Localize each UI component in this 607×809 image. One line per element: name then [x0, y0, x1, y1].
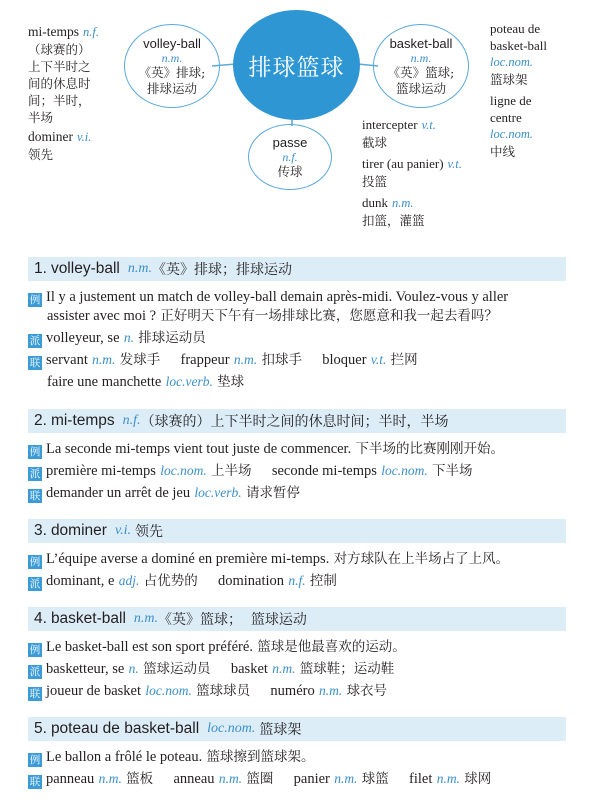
related-fr: servant: [46, 352, 88, 368]
related-line: [28, 769, 491, 789]
list-pos: v.t.: [447, 157, 462, 171]
bubble-cn: 篮球运动: [395, 80, 446, 96]
passe-bubble: [248, 124, 332, 190]
list-pos: v.t.: [421, 118, 436, 132]
section-heading: [28, 717, 566, 741]
note-pos: n.f.: [82, 25, 99, 39]
section-word: poteau de basket-ball: [50, 720, 200, 737]
derived-tag-icon: 派: [29, 666, 41, 678]
list-pos: n.m.: [391, 196, 414, 210]
far-cn: 中线: [490, 144, 516, 159]
derived-pos: n.m.: [272, 661, 296, 676]
example-tag-icon: 例: [29, 556, 41, 568]
note-line: 半场: [28, 110, 54, 125]
example-cn: 下半场的比赛刚刚开始。: [355, 441, 505, 457]
far-pos: loc.nom.: [490, 55, 534, 69]
list-word: dunk: [362, 195, 388, 210]
section-number: 1.: [34, 260, 47, 277]
note-line: 间的休息时: [28, 76, 91, 91]
derived-fr: seconde mi-temps: [271, 463, 377, 479]
bubble-word: passe: [272, 134, 308, 150]
bubble-word: basket-ball: [389, 35, 453, 51]
example-line: [28, 439, 504, 459]
related-fr: filet: [409, 771, 433, 787]
related-fr: panier: [293, 771, 330, 787]
derived-pos: adj.: [118, 573, 140, 588]
bubble-cn: 《英》排球;: [138, 64, 206, 80]
section-definition: 领先: [135, 524, 164, 540]
related-cn: 篮板: [126, 771, 154, 787]
example-cn: 正好明天下午有一场排球比赛，您愿意和我一起去看吗？: [160, 308, 498, 324]
related-cn: 扣球手: [261, 352, 302, 368]
example-cn: 篮球是他最喜欢的运动。: [257, 639, 406, 655]
derived-cn: 占优势的: [143, 573, 198, 589]
example-cn: 篮球擦到篮球架。: [206, 749, 315, 765]
related-tag-icon: 联: [29, 357, 41, 369]
note-cn: 领先: [28, 147, 54, 162]
example-tag-icon: 例: [29, 644, 41, 656]
derived-pos: n.f.: [288, 573, 306, 588]
list-cn: 扣篮，灌篮: [362, 213, 425, 228]
derived-tag-icon: 派: [29, 578, 41, 590]
basket-ball-bubble: [373, 24, 469, 108]
related-pos: n.m.: [92, 352, 116, 367]
related-fr: frappeur: [180, 352, 230, 368]
derived-fr: dominant, e: [46, 573, 115, 589]
example-fr: L’équipe averse a dominé en première mi-temps.: [46, 551, 330, 567]
list-word: tirer (au panier): [362, 156, 444, 171]
derived-cn: 篮球运动员: [143, 661, 211, 677]
example-line-cont: [47, 306, 498, 326]
related-tag-icon: 联: [29, 776, 41, 788]
bubble-cn: 排球运动: [146, 80, 197, 96]
derived-cn: 控制: [309, 573, 337, 589]
far-word: ligne de: [490, 93, 532, 108]
derived-fr: basket: [230, 661, 268, 677]
example-line: [28, 747, 315, 767]
note-pos: v.i.: [76, 130, 92, 144]
related-cn: 拦网: [390, 352, 418, 368]
far-word: poteau de: [490, 21, 541, 36]
far-cn: 篮球架: [490, 72, 528, 87]
section-pos: v.i.: [114, 523, 132, 538]
related-cn: 球网: [464, 771, 492, 787]
related-pos: n.m.: [319, 683, 343, 698]
section-definition: 《英》排球；排球运动: [151, 262, 292, 278]
bubble-pos: n.m.: [410, 50, 432, 65]
center-topic-bubble: [233, 10, 360, 120]
mind-far-right: [490, 20, 590, 160]
derived-pos: loc.nom.: [160, 463, 207, 478]
derived-fr: basketteur, se: [46, 661, 125, 677]
section-definition: 篮球架: [259, 722, 302, 738]
related-cn: 发球手: [119, 352, 161, 368]
related-line-cont: [47, 372, 244, 392]
related-cn: 请求暂停: [245, 485, 300, 501]
related-fr: panneau: [46, 771, 95, 787]
related-line: [28, 681, 387, 701]
derived-cn: 上半场: [211, 463, 252, 479]
related-fr: numéro: [270, 683, 315, 699]
section-number: 3.: [34, 522, 47, 539]
example-fr: Il y a justement un match de volley-ball demain après-midi. Voulez-vous y aller: [46, 289, 509, 305]
example-line: [28, 287, 508, 307]
example-fr: assister avec moi ?: [47, 308, 157, 324]
related-cn: 篮圈: [246, 771, 274, 787]
related-pos: loc.nom.: [145, 683, 192, 698]
section-pos: loc.nom.: [207, 721, 256, 736]
derived-tag-icon: 派: [29, 335, 41, 347]
far-pos: loc.nom.: [490, 127, 534, 141]
section-word: dominer: [50, 522, 107, 539]
section-pos: n.m.: [127, 261, 152, 276]
section-pos: n.m.: [133, 611, 159, 626]
example-line: [28, 637, 406, 657]
example-cn: 对方球队在上半场占了上风。: [333, 551, 510, 567]
section-word: basket-ball: [50, 610, 126, 627]
related-pos: n.m.: [233, 352, 258, 367]
related-tag-icon: 联: [29, 688, 41, 700]
bubble-word: volley-ball: [143, 35, 201, 51]
derived-line: [28, 328, 206, 348]
related-pos: n.m.: [218, 771, 243, 786]
example-line: [28, 549, 509, 569]
related-cn: 篮球球员: [196, 683, 251, 699]
section-number: 5.: [34, 720, 47, 737]
derived-line: [28, 659, 394, 679]
related-pos: n.m.: [98, 771, 122, 786]
example-tag-icon: 例: [29, 754, 41, 766]
mind-right-list: [362, 116, 492, 229]
far-word: centre: [490, 110, 522, 125]
list-cn: 截球: [362, 135, 388, 150]
bubble-pos: n.f.: [282, 149, 298, 164]
bubble-cn: 《英》篮球;: [387, 64, 455, 80]
example-fr: La seconde mi-temps vient tout juste de commencer.: [46, 441, 352, 457]
list-word: intercepter: [362, 117, 418, 132]
related-cn: 球篮: [361, 771, 389, 787]
derived-tag-icon: 派: [29, 468, 41, 480]
example-tag-icon: 例: [29, 446, 41, 458]
section-definition: 《英》篮球； 篮球运动: [158, 612, 307, 628]
related-pos: loc.verb.: [165, 374, 213, 389]
section-pos: n.f.: [122, 413, 141, 428]
section-word: volley-ball: [50, 260, 120, 277]
related-line: [28, 483, 300, 503]
derived-fr: domination: [218, 573, 285, 589]
derived-fr: première mi-temps: [46, 463, 156, 479]
note-word: mi-temps: [28, 24, 79, 39]
related-line: [28, 350, 418, 370]
derived-cn: 排球运动员: [138, 330, 206, 346]
section-heading: [28, 607, 566, 631]
note-line: 间；半时，: [28, 93, 91, 108]
center-topic: 排球篮球: [248, 54, 345, 81]
related-pos: loc.verb.: [194, 485, 242, 500]
related-cn: 球衣号: [346, 683, 388, 699]
related-pos: n.m.: [436, 771, 460, 786]
derived-pos: n.: [123, 330, 134, 345]
derived-line: [28, 461, 473, 481]
derived-line: [28, 571, 337, 591]
note-line: 上下半时之: [28, 59, 91, 74]
related-fr: faire une manchette: [47, 374, 162, 390]
note-line: （球赛的）: [28, 42, 91, 57]
derived-pos: n.: [128, 661, 139, 676]
section-heading: [28, 409, 566, 433]
related-fr: joueur de basket: [46, 683, 142, 699]
derived-cn: 下半场: [432, 463, 473, 479]
volley-ball-bubble: [124, 24, 220, 108]
related-fr: anneau: [173, 771, 215, 787]
related-fr: bloquer: [322, 352, 367, 368]
derived-pos: loc.nom.: [381, 463, 428, 478]
bubble-cn: 传球: [277, 163, 303, 179]
related-tag-icon: 联: [29, 490, 41, 502]
section-word: mi-temps: [50, 412, 115, 429]
list-cn: 投篮: [362, 174, 388, 189]
section-heading: [28, 257, 566, 281]
section-definition: （球赛的）上下半时之间的休息时间；半时，半场: [140, 414, 449, 430]
related-cn: 垫球: [217, 374, 245, 390]
related-pos: n.m.: [334, 771, 358, 786]
mind-note-dominer: [28, 128, 91, 163]
derived-cn: 篮球鞋；运动鞋: [299, 661, 395, 677]
section-heading: [28, 519, 566, 543]
example-fr: Le basket-ball est son sport préféré.: [46, 639, 253, 655]
section-number: 2.: [34, 412, 47, 429]
example-fr: Le ballon a frôlé le poteau.: [46, 749, 203, 765]
note-word: dominer: [28, 129, 73, 144]
related-fr: demander un arrêt de jeu: [46, 485, 191, 501]
far-word: basket-ball: [490, 38, 548, 53]
related-pos: v.t.: [370, 352, 387, 367]
section-number: 4.: [34, 610, 47, 627]
mind-note-mi-temps: [28, 23, 118, 126]
bubble-pos: n.m.: [161, 50, 183, 65]
derived-fr: volleyeur, se: [46, 330, 120, 346]
example-tag-icon: 例: [29, 294, 41, 306]
